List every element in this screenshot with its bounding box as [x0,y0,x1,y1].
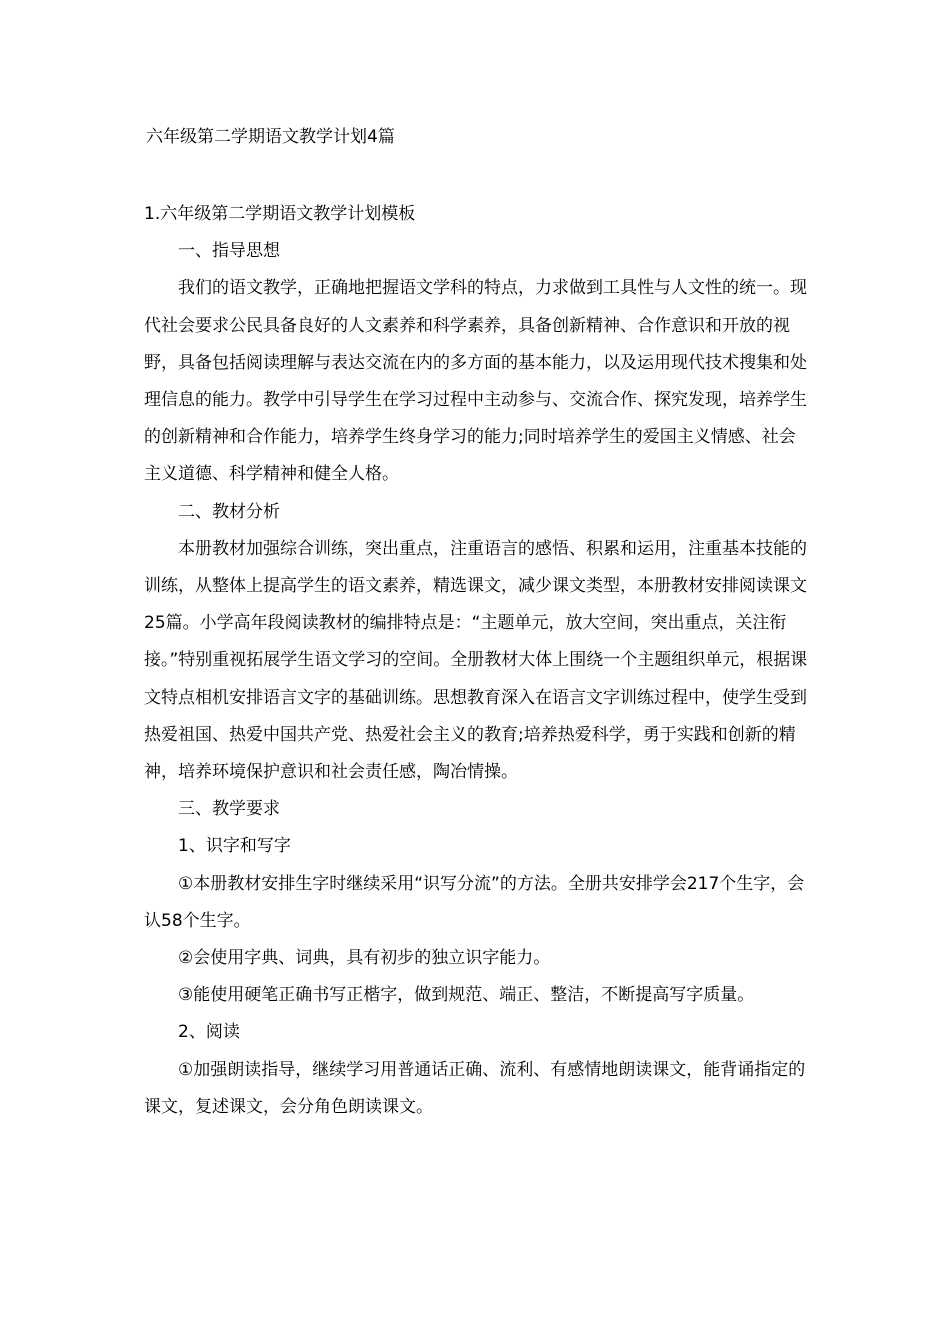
reading-item-1: ①加强朗读指导，继续学习用普通话正确、流利、有感情地朗读课文，能背诵指定的课文，复述课文，会分角色朗读课文。 [144,1059,806,1117]
literacy-item-1: ①本册教材安排生字时继续采用“识写分流”的方法。全册共安排学会217个生字，会认58个生字。 [144,873,805,931]
literacy-item-2: ②会使用字典、词典，具有初步的独立识字能力。 [178,948,551,969]
document-body [144,196,812,1126]
document-title: 六年级第二学期语文教学计划4篇 [146,127,395,147]
subheading-literacy: 1、识字和写字 [178,836,291,857]
subheading-reading: 2、阅读 [178,1022,240,1043]
section-heading-textbook-analysis: 二、教材分析 [178,501,280,522]
paragraph-guiding-ideology: 我们的语文教学，正确地把握语文学科的特点，力求做到工具性与人文性的统一。现代社会要求公民具备良好的人文素养和科学素养，具备创新精神、合作意识和开放的视野，具备包括阅读理解与表达交流在内的多方面的基本能力，以及运用现代技术搜集和处理信息的能力。教学中引导学生在学习过程中主动参与、交流合作、探究发现，培养学生的创新精神和合作能力，培养学生终身学习的能力;同时培养学生的爱国主义情感、社会主义道德、科学精神和健全人格。 [144,278,807,485]
literacy-item-3: ③能使用硬笔正确书写正楷字，做到规范、端正、整洁，不断提高写字质量。 [178,985,755,1006]
section-heading-guiding-ideology: 一、指导思想 [178,241,280,262]
section-heading-teaching-requirements: 三、教学要求 [178,799,280,820]
plan-subtitle: 1.六年级第二学期语文教学计划模板 [144,204,416,224]
paragraph-textbook-analysis: 本册教材加强综合训练，突出重点，注重语言的感悟、积累和运用，注重基本技能的训练，从整体上提高学生的语文素养，精选课文，减少课文类型，本册教材安排阅读课文25篇。小学高年段阅读教材的编排特点是：“主题单元，放大空间，突出重点，关注衔接。”特别重视拓展学生语文学习的空间。全册教材大体上围绕一个主题组织单元，根据课文特点相机安排语言文字的基础训练。思想教育深入在语言文字训练过程中，使学生受到热爱祖国、热爱中国共产党、热爱社会主义的教育;培养热爱科学，勇于实践和创新的精神，培养环境保护意识和社会责任感，陶冶情操。 [144,538,808,783]
